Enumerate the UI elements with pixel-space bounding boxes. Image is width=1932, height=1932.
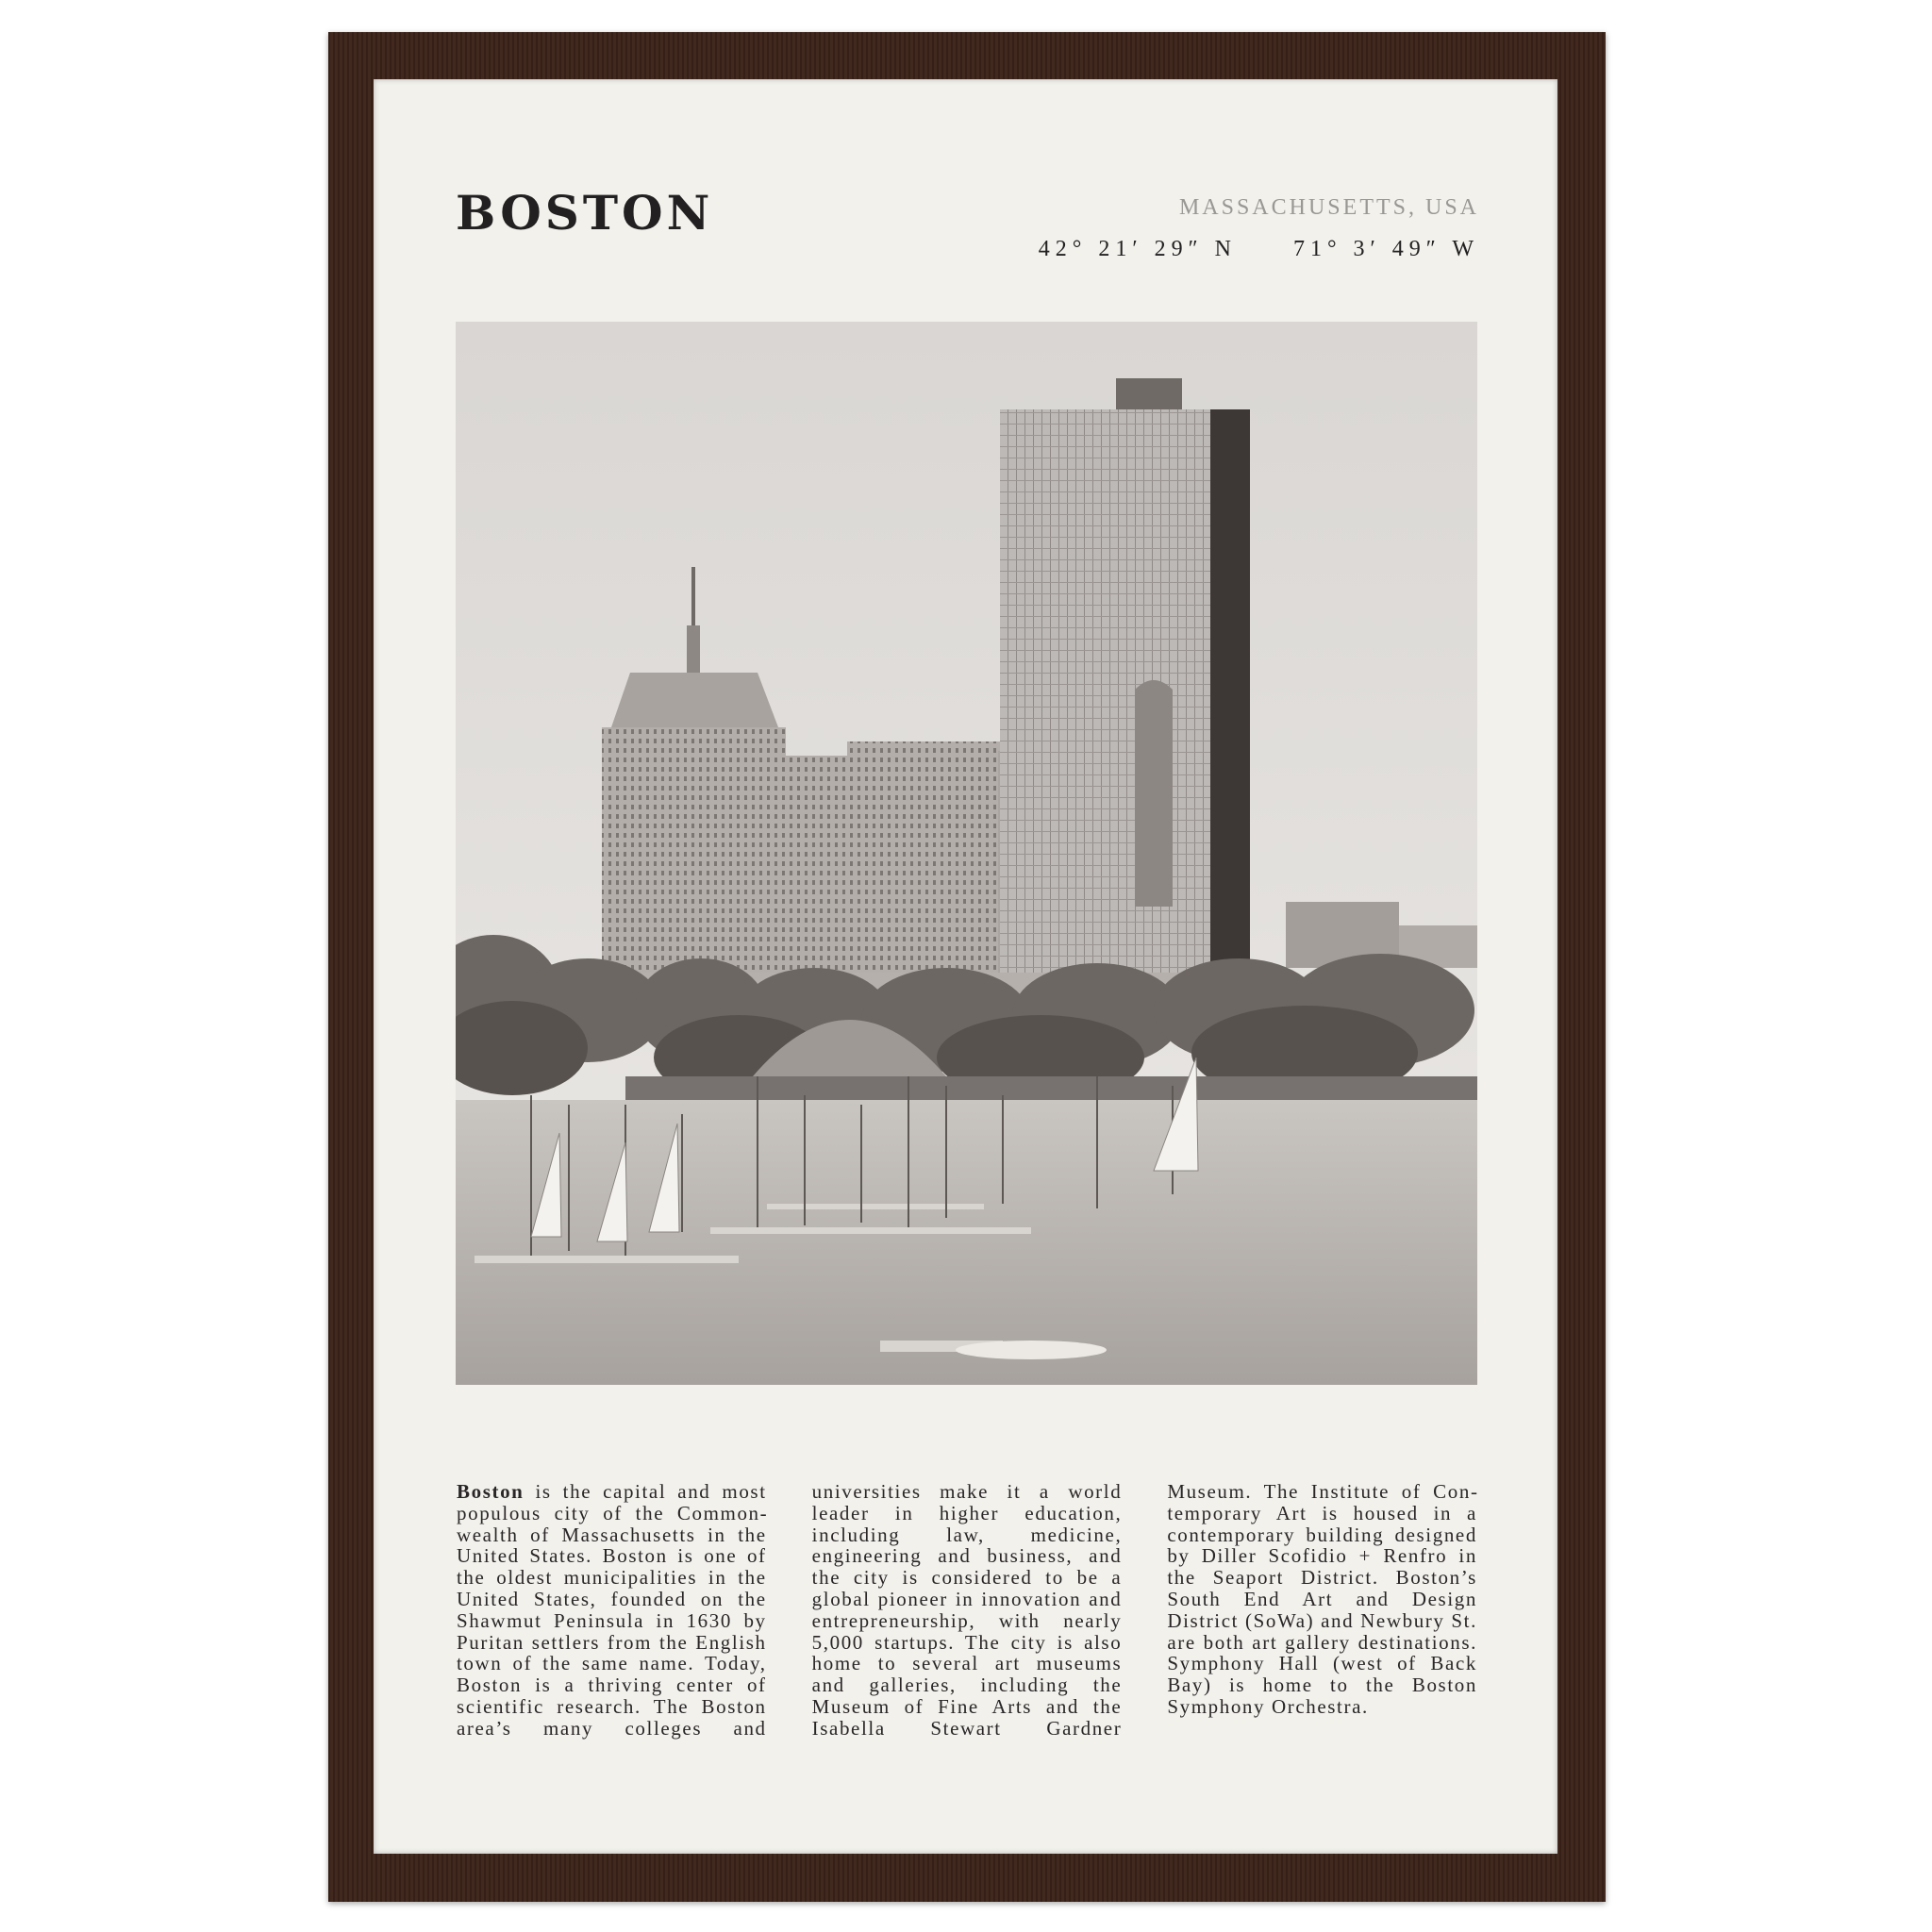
description-body: is the capital and most populous city of the Commonwealth of Massachusetts in the United States. Boston is one of the oldest municipalities in the United States, founded on the Shawmut Peninsula in 1630 by Puritan settlers from the English town of the same name. Today, Boston is a thriving center of scientific research. The Boston area’s many colleges and universities make it a world leader in higher education, including law, medicine, engineering and business, and the city is considered to be a global pioneer in innovation and entrepreneurship, with nearly 5,000 startups. The city is also home to several art museums and galleries, including the Museum of Fine Arts and the Isabella Stewart Gardner Museum. The Institute of Contemporary Art is housed in a contemporary building designed by Diller Scofidio + Renfro in the Seaport District. Boston’s South End Art and Design District (SoWa) and Newbury St. are both art gallery destinations. Symphony Hall (west of Back Bay) is home to the Boston Symphony Orchestra. — [457, 1480, 1477, 1740]
poster-region: MASSACHUSETTS, USA — [1178, 195, 1479, 220]
skyline-photo — [456, 322, 1477, 1385]
longitude: 71° 3′ 49″ W — [1292, 237, 1479, 261]
description-lead: Boston — [457, 1480, 525, 1503]
poster-title: BOSTON — [456, 185, 714, 241]
poster-coordinates — [982, 237, 1479, 262]
latitude: 42° 21′ 29″ N — [1038, 237, 1237, 261]
description-text — [457, 1481, 1477, 1745]
